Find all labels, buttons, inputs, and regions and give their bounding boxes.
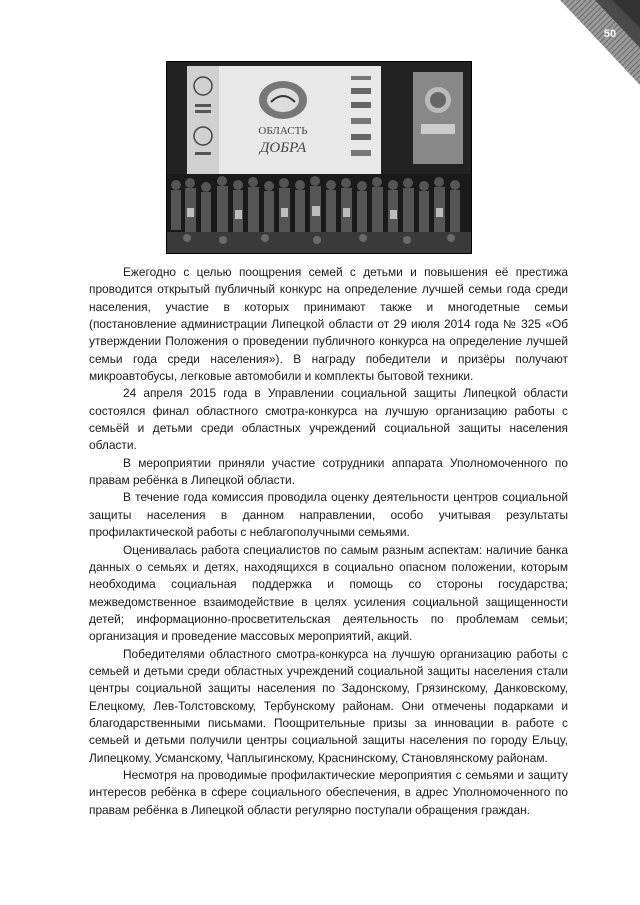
paragraph-5: Оценивалась работа специалистов по самым разным аспектам: наличие банка данных о семьях и детях, находящихся в социально опасном положении, которым необходима социальная поддержка и помощь со стороны государства; межведомственное взаимодействие в целях усиления социальной защищенности детей; информационно-просветительская деятельность по проблемам семьи; организация и проведение массовых мероприятий, акций. [89, 542, 568, 644]
banner-title-line2: ДОБРА [259, 140, 307, 156]
paragraph-2: 24 апреля 2015 года в Управлении социальной защиты Липецкой области состоялся финал областного смотра-конкурса на лучшую организацию работы с семьёй и детьми среди областных учреждений социальной защиты населения области. [89, 386, 568, 453]
paragraph-4: В течение года комиссия проводила оценку деятельности центров социальной защиты населения в данном направлении, особо учитывая результаты профилактической работы с неблагополучными семьями. [89, 490, 568, 540]
paragraph-6: Победителями областного смотра-конкурса на лучшую организацию работы с семьей и детьми среди областных учреждений социальной защиты населения стали центры социальной защиты населения по Задонскому, Грязинскому, Данковскому, Елецкому, Лев-Толстовскому, Тербунскому районам. Они отмечены подарками и благодарственными письмами. Поощрительные призы за инновации в работе с семьей и детьми получили центры социальной защиты населения по городу Ельцу, Липецкому, Усманскому, Чаплыгинскому, Краснинскому, Становлянскому районам. [89, 646, 568, 765]
paragraph-1: Ежегодно с целью поощрения семей с детьми и повышения её престижа проводится открытый публичный конкурс на определение лучшей семьи года среди населения, участие в которых принимают также и многодетные семьи (постановление администрации Липецкой области от 29 июля 2014 года № 325 «Об утверждении Положения о проведении публичного конкурса на определение лучшей семьи года среди населения»). В награду победители и призёры получают микроавтобусы, легковые автомобили и комплекты бытовой техники. [89, 265, 568, 384]
banner-title-line1: ОБЛАСТЬ [258, 125, 308, 137]
paragraph-7: Несмотря на проводимые профилактические мероприятия с семьями и защиту интересов ребёнка в сфере социального обеспечения, в адрес Уполномоченного по правам ребёнка в Липецкой области регулярно поступали обращения граждан. [89, 767, 568, 817]
page-number: 50 [603, 28, 617, 40]
page-corner-decoration [540, 0, 640, 85]
article-body [89, 264, 568, 819]
event-photo [166, 61, 472, 254]
paragraph-3: В мероприятии приняли участие сотрудники аппарата Уполномоченного по правам ребёнка в Липецкой области. [89, 455, 568, 488]
